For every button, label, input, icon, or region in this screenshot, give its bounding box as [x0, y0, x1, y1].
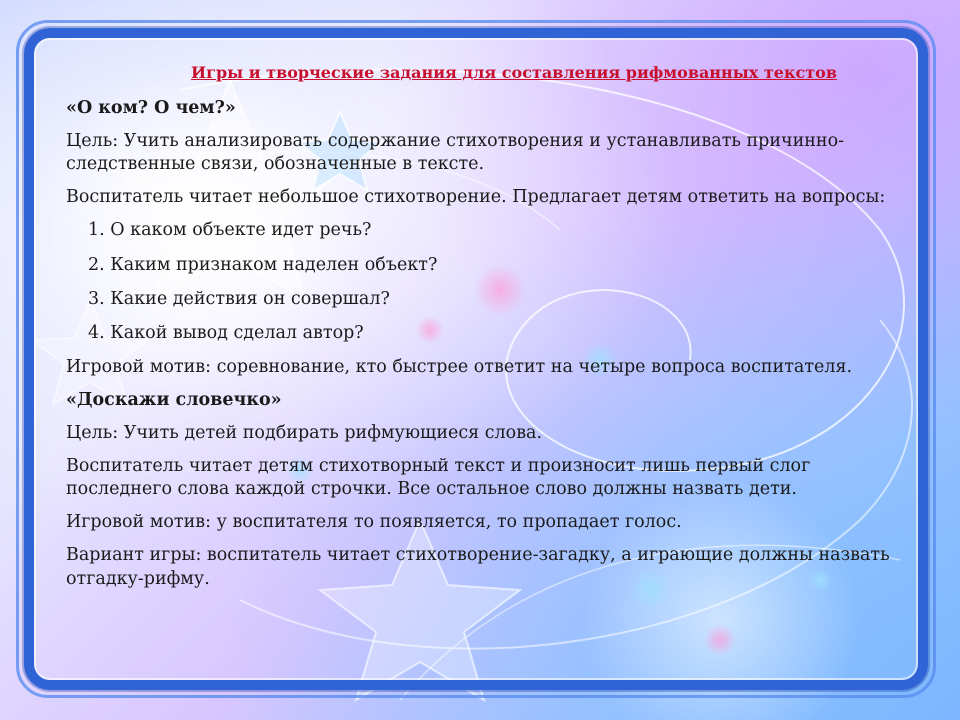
game1-instruction: Воспитатель читает небольшое стихотворение. Предлагает детям ответить на вопросы: — [66, 187, 886, 208]
game1-title: «О ком? О чем?» — [66, 98, 236, 119]
game1-motive: Игровой мотив: соревнование, кто быстрее ответит на четыре вопроса воспитателя. — [66, 356, 853, 377]
page-title: Игры и творческие задания для составления рифмованных текстов — [191, 63, 837, 82]
list-item: 2. Каким признаком наделен объект? — [88, 254, 438, 275]
game1-question-list — [66, 219, 902, 344]
list-item: 1. О каком объекте идет речь? — [88, 220, 372, 241]
game2-variant: Вариант игры: воспитатель читает стихотворение-загадку, а играющие должны назвать отгадку-рифму. — [66, 545, 890, 589]
list-item: 4. Какой вывод сделал автор? — [88, 322, 364, 343]
slide-content — [66, 62, 902, 601]
game2-title: «Доскажи словечко» — [66, 389, 282, 410]
game2-motive: Игровой мотив: у воспитателя то появляется, то пропадает голос. — [66, 512, 682, 533]
game2-instruction: Воспитатель читает детям стихотворный текст и произносит лишь первый слог последнего слова каждой строчки. Все остальное слово должны назвать дети. — [66, 456, 811, 500]
game1-goal: Цель: Учить анализировать содержание стихотворения и устанавливать причинно-следственные связи, обозначенные в тексте. — [66, 131, 845, 175]
game2-goal: Цель: Учить детей подбирать рифмующиеся слова. — [66, 423, 543, 444]
list-item: 3. Какие действия он совершал? — [88, 288, 390, 309]
